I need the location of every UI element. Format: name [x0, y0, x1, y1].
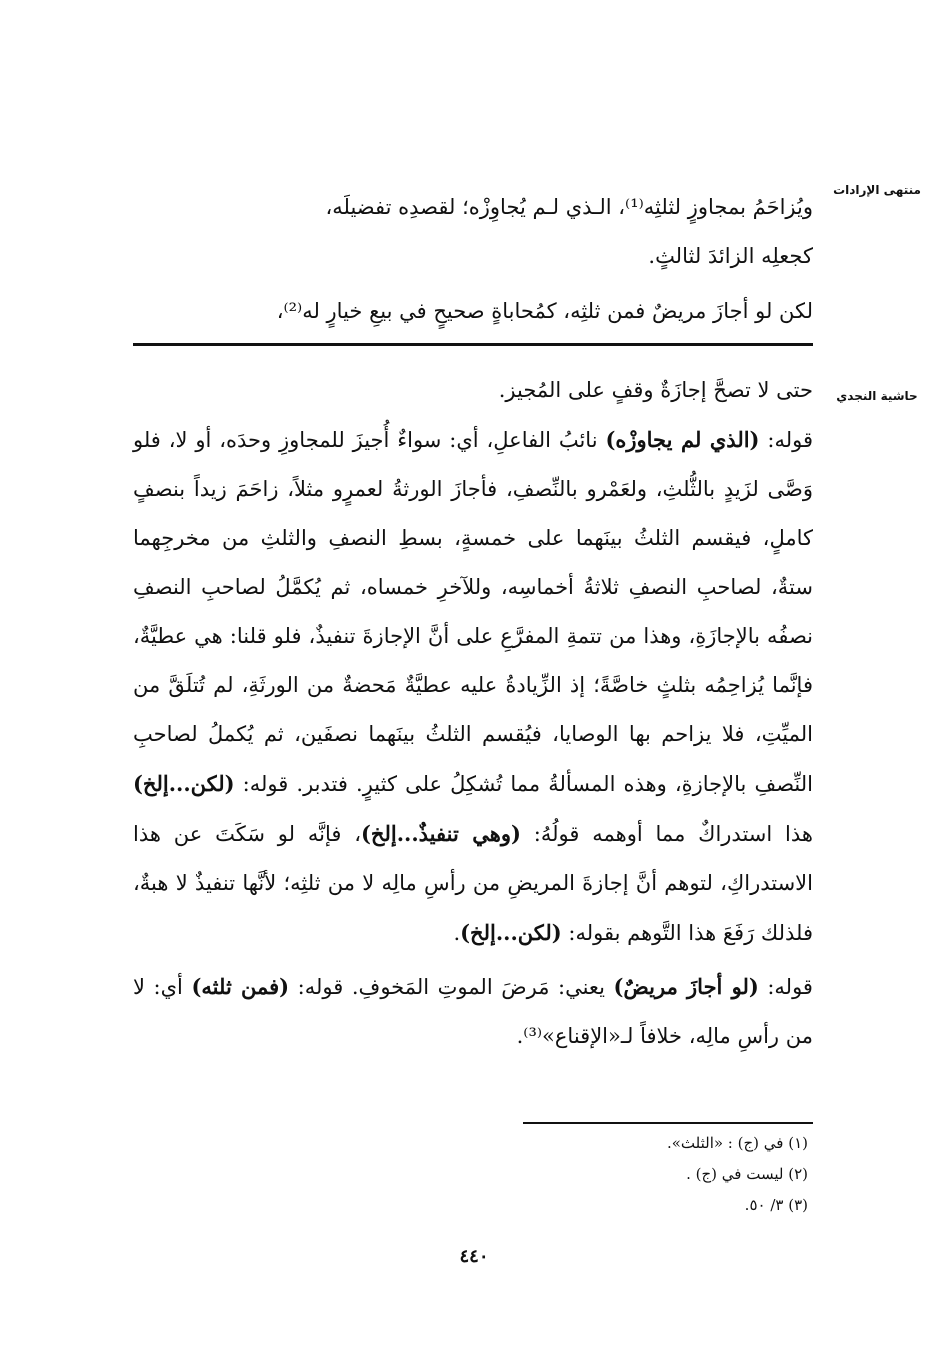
commentary-quote-5: (لو أجازَ مريضٌ): [613, 974, 759, 999]
page-number: ٤٤٠: [459, 1246, 489, 1267]
commentary-paragraph-3: قوله: (لو أجازَ مريضٌ) يعني: مَرضَ الموتِ المَخوفِ. قوله: (فمن ثلثه) أي: لا من رأسِ مالِه، خلافاً لـ«الإقناع»⁽³⁾.: [133, 974, 813, 1048]
commentary-quote-3: (وهي تنفيذٌ...إلخ): [361, 821, 521, 846]
footnote-2: (٢) ليست في (ج) .: [686, 1165, 808, 1183]
commentary-quote-2: (لكن...إلخ): [133, 771, 235, 796]
commentary-quote-1: (الذي لم يجاوزْه): [605, 427, 760, 452]
main-text-block: [133, 183, 813, 336]
main-paragraph-1-line-2: كجعلِه الزائدَ لثالثٍ.: [648, 244, 813, 268]
main-paragraph-1-line-1: ويُزاحَمُ بمجاوزٍ لثلثِه⁽¹⁾، الـذي لـم يُجاوِزْه؛ لقصدِه تفضيلَه،: [325, 195, 813, 219]
footnotes: [667, 1128, 808, 1221]
footnote-1: (١) في (ج) : «الثلث».: [666, 1134, 808, 1152]
commentary-quote-4: (لكن...إلخ): [460, 920, 562, 945]
footnote-separator: [523, 1122, 813, 1124]
main-text-side-label: منتهى الإرادات: [833, 183, 921, 197]
commentary-quote-6: (فمن ثلثه): [191, 974, 290, 999]
commentary-paragraph-1: حتى لا تصحَّ إجازَةٌ وقفٍ على المُجيز.: [498, 378, 813, 402]
main-text-separator: [133, 343, 813, 346]
commentary-paragraph-2: قوله: (الذي لم يجاوزْه) نائبُ الفاعلِ، أي: سواءٌ أُجيزَ للمجاوزِ وحدَه، أو لا، فلو وَصَّى لزَيدٍ بالثُّلثِ، ولعَمْرو بالنِّصفِ، فأجازَ الورثةُ لعمرٍو مثلاً، زاحَمَ زيداً بنصفٍ كاملٍ، فيقسم الثلثُ بينَهما على خمسةٍ، بسطِ النصفِ والثلثِ من مخرجِهما ستةٌ، لصاحبِ النصفِ ثلاثةُ أخماسِه، وللآخرِ خمساه، ثم يُكمَّلُ لصاحبِ النصفِ نصفُه بالإجازَةِ، وهذا من تتمةِ المفرَّعِ على أنَّ الإجازةَ تنفيذٌ، فلو قلنا: هي عطيَّةٌ، فإنَّما يُزاحِمُه بثلثٍ خاصَّةً؛ إذ الزِّيادةُ عليه عطيَّةٌ مَحضةٌ من الورثَةِ، لم تُتلَقَّ من الميِّتِ، فلا يزاحم بها الوصايا، فيُقسم الثلثُ بينَهما نصفَين، ثم يُكملُ لصاحبِ النِّصفِ بالإجازةِ، وهذه المسألةُ مما تُشكِلُ على كثيرٍ. فتدبر. قوله: (لكن...إلخ) هذا استدراكٌ مما أوهمه قولُهُ: (وهي تنفيذٌ...إلخ)، فإنَّه لو سَكَتَ عن هذا الاستدراكِ، لتوهم أنَّ إجازةَ المريضِ من رأسِ مالِه لا من ثلثِه؛ لأنَّها تنفيذٌ لا هبةٌ، فلذلك رَفَعَ هذا التَّوهم بقوله: (لكن...إلخ).: [133, 427, 813, 945]
footnote-3: (٣) ٣/ ٥٠.: [744, 1196, 808, 1214]
main-paragraph-2: لكن لو أجازَ مريضٌ فمن ثلثِه، كمُحاباةٍ صحيحٍ في بيعِ خيارٍ له⁽²⁾،: [276, 299, 813, 323]
commentary-side-label: حاشية النجدي: [836, 389, 918, 403]
commentary-block: [133, 366, 813, 1061]
